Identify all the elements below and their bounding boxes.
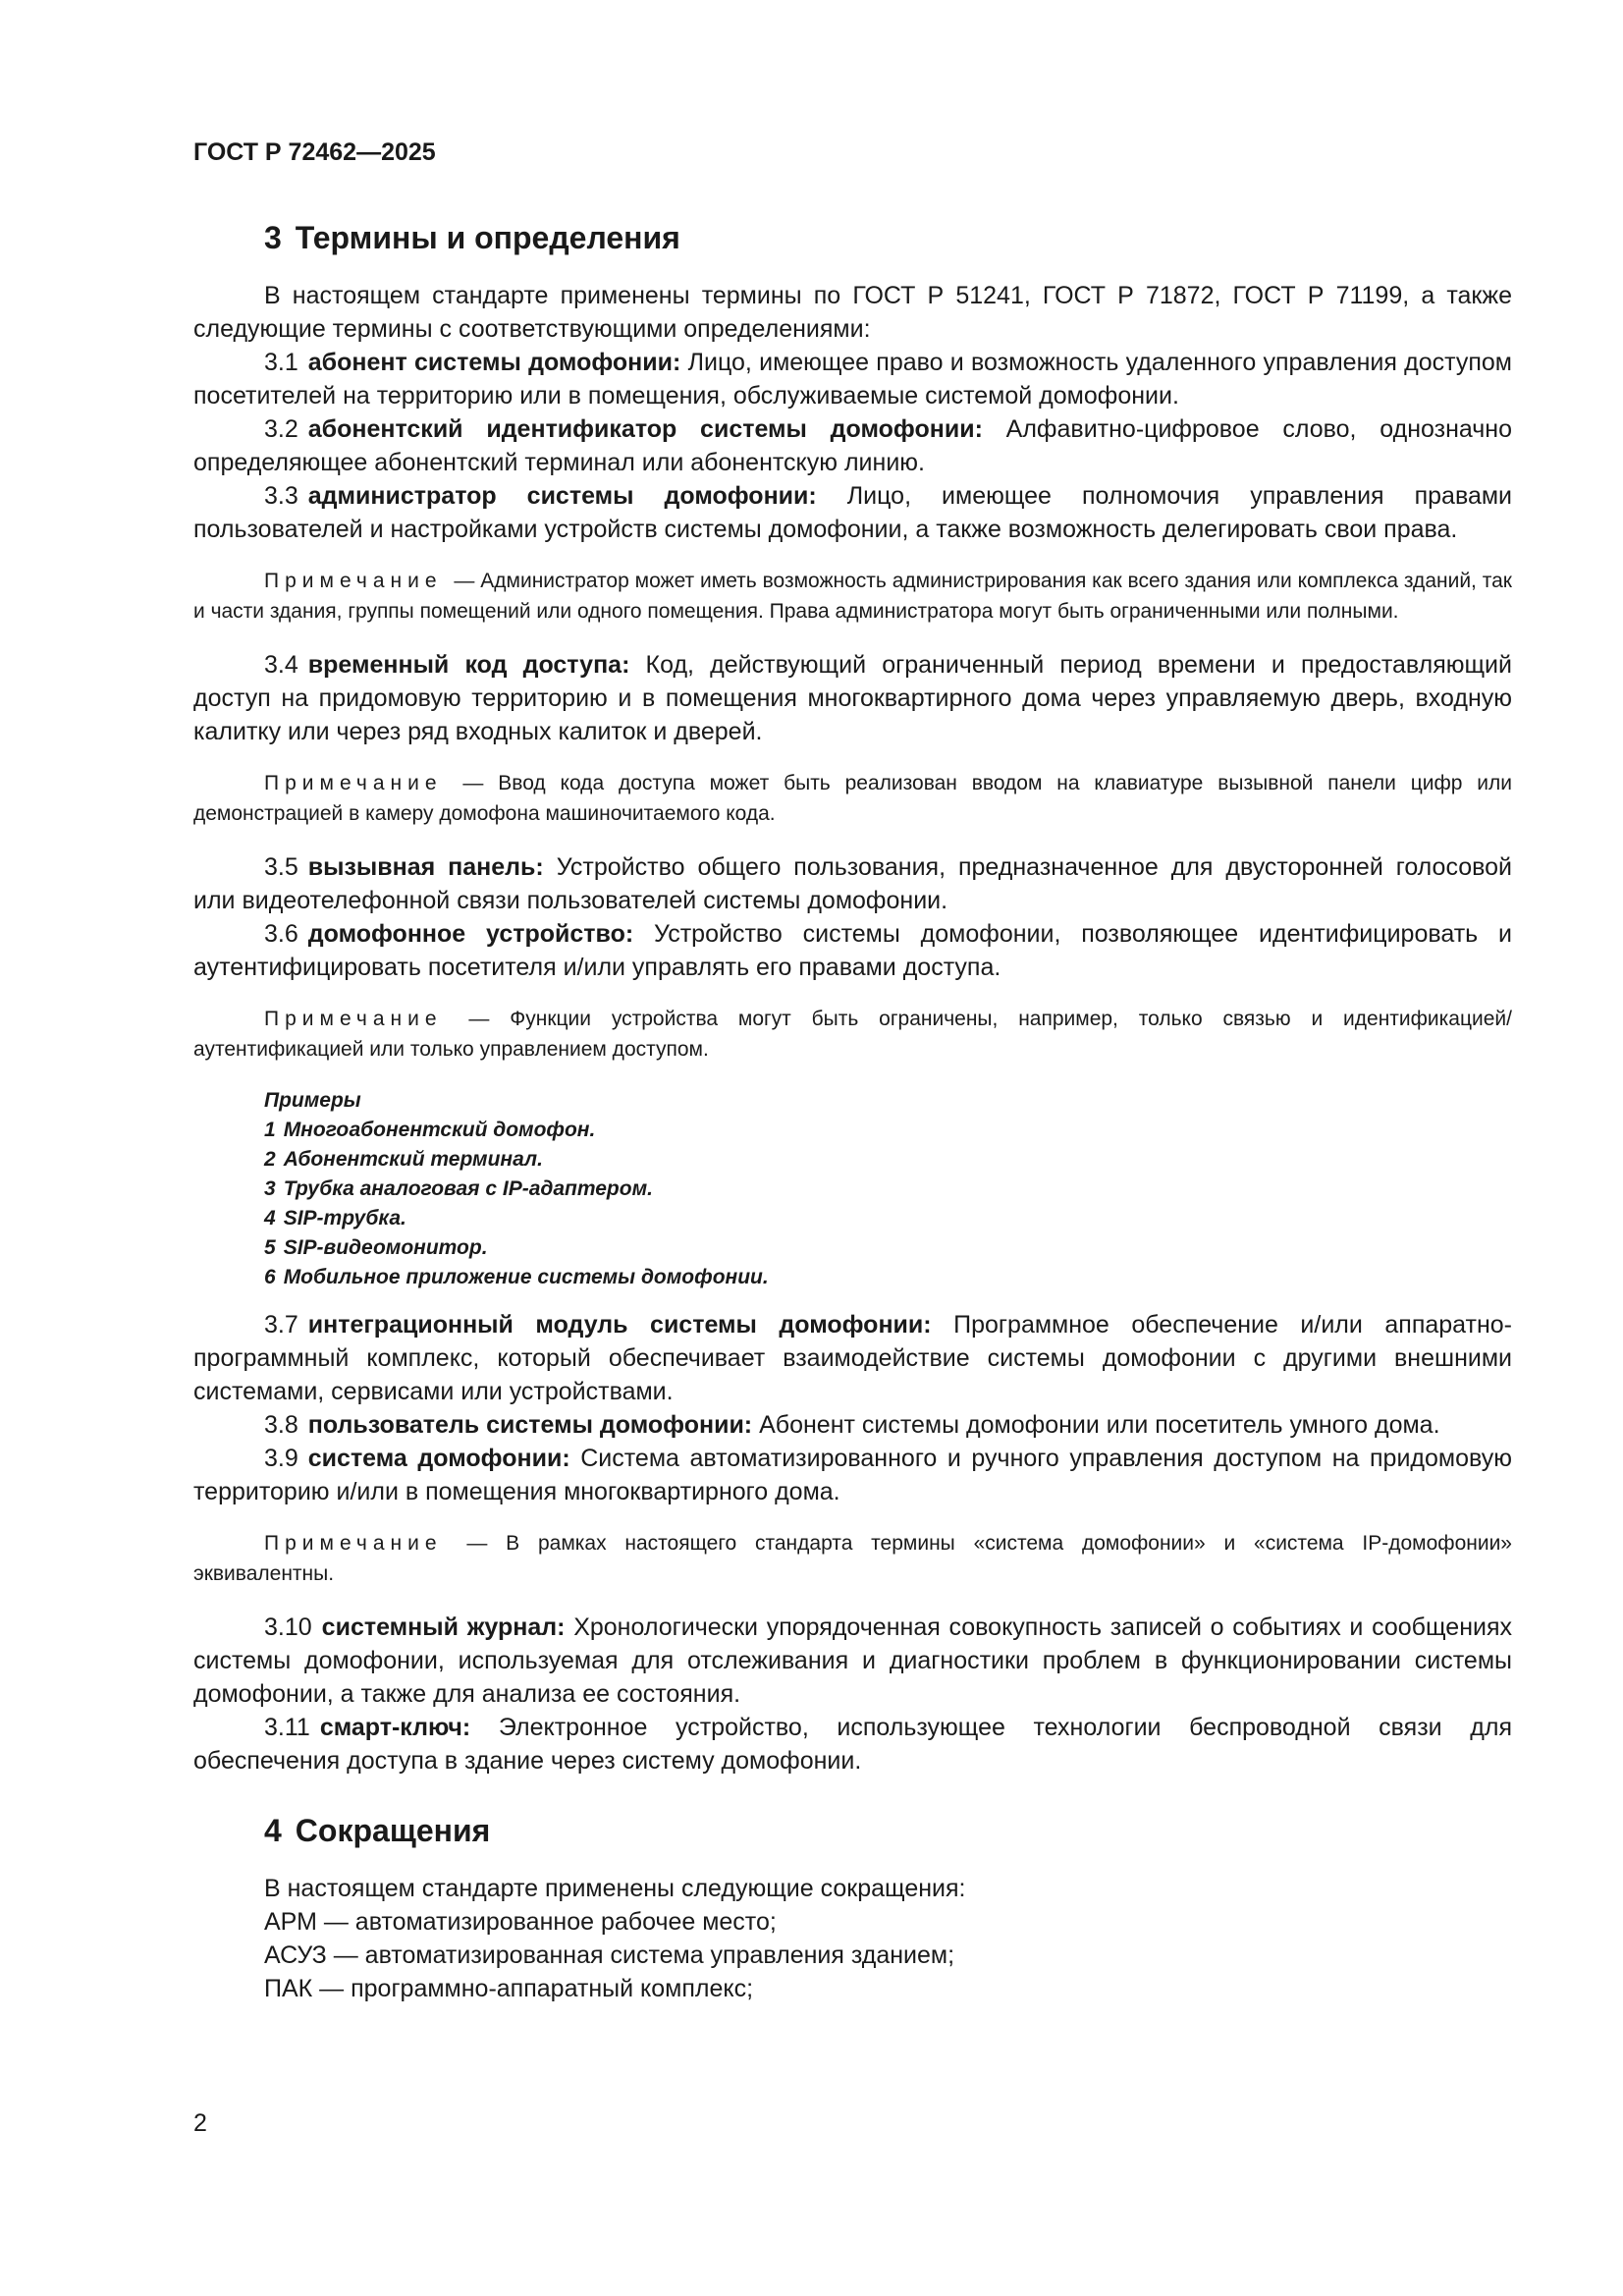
document-header: ГОСТ Р 72462—2025 [193,138,436,166]
section-number: 3 [264,220,282,255]
term-definition: Устройство системы домофонии, позволяющее идентифицировать и аутентифицировать посетителя и/или управлять его правами доступа. [193,920,1512,981]
term-3-11 [193,1711,1512,1777]
term-name: временный код доступа: [307,651,630,679]
term-name: администратор системы домофонии: [307,482,817,510]
term-number: 3.11 [264,1714,310,1741]
examples-block [264,1086,1512,1292]
term-definition: Абонент системы домофонии или посетитель умного дома. [752,1411,1440,1439]
term-3-2 [193,412,1512,479]
note-3-6 [193,1004,1512,1065]
term-name: абонентский идентификатор системы домофонии: [307,415,983,443]
section-4-intro: В настоящем стандарте применены следующие сокращения: [264,1875,966,1902]
term-name: система домофонии: [307,1445,570,1472]
example-item: 2 Абонентский терминал. [264,1148,543,1171]
abbreviation-item: ПАК — программно-аппаратный комплекс; [264,1975,754,2002]
abbreviation-item: АСУЗ — автоматизированная система управления зданием; [264,1941,955,1969]
term-name: смарт-ключ: [319,1714,471,1741]
note-3-9 [193,1528,1512,1589]
term-name: интеграционный модуль системы домофонии: [307,1311,932,1339]
example-item: 1 Многоабонентский домофон. [264,1119,596,1141]
term-3-3 [193,479,1512,546]
term-number: 3.9 [264,1445,298,1472]
document-page [193,137,1512,2005]
term-number: 3.7 [264,1311,298,1339]
note-label: Примечание [264,1008,443,1030]
term-3-8 [193,1408,1512,1442]
term-name: пользователь системы домофонии: [307,1411,753,1439]
term-definition: Лицо, имеющее полномочия управления правами пользователей и настройками устройств системы домофонии, а также возможность делегировать свои права. [193,482,1512,543]
example-item: 6 Мобильное приложение системы домофонии. [264,1266,769,1288]
term-3-1 [193,346,1512,412]
note-text: — Функции устройства могут быть ограничены, например, только связью и идентификацией/аутентификацией или только управлением доступом. [193,1008,1512,1061]
term-definition: Программное обеспечение и/или аппаратно-программный комплекс, который обеспечивает взаимодействие системы домофонии с другими внешними системами, сервисами или устройствами. [193,1311,1513,1405]
section-gap [193,1777,1512,1811]
term-definition: Код, действующий ограниченный период времени и предоставляющий доступ на придомовую территорию и в помещения многоквартирного дома через управляемую дверь, входную калитку или через ряд входных калиток и дверей. [193,651,1512,745]
note-text: — В рамках настоящего стандарта термины «система домофонии» и «система IP-домофонии» эквивалентны. [193,1532,1512,1585]
term-definition: Хронологически упорядоченная совокупность записей о событиях и сообщениях системы домофонии, используемая для отслеживания и диагностики проблем в функционировании системы домофонии, а также для анализа ее состояния. [193,1613,1512,1708]
section-number: 4 [264,1813,282,1848]
term-3-5 [193,850,1512,917]
page-number: 2 [193,2109,207,2137]
example-item: 3 Трубка аналоговая с IP-адаптером. [264,1177,653,1200]
note-3-4 [193,768,1512,829]
term-name: домофонное устройство: [307,920,634,948]
example-item: 5 SIP-видеомонитор. [264,1236,488,1259]
section-3-intro: В настоящем стандарте применены термины по ГОСТ Р 51241, ГОСТ Р 71872, ГОСТ Р 71199, а также следующие термины с соответствующими определениями: [193,282,1512,343]
term-3-4 [193,648,1512,748]
term-number: 3.2 [264,415,298,443]
note-label: Примечание [264,570,443,592]
term-number: 3.8 [264,1411,298,1439]
abbreviation-item: АРМ — автоматизированное рабочее место; [264,1908,777,1936]
term-number: 3.3 [264,482,298,510]
term-number: 3.6 [264,920,298,948]
examples-title: Примеры [264,1089,361,1112]
note-3-3 [193,566,1512,627]
term-definition: Электронное устройство, использующее технологии беспроводной связи для обеспечения доступа в здание через систему домофонии. [193,1714,1512,1775]
section-title-text: Термины и определения [295,220,680,255]
term-number: 3.10 [264,1613,312,1641]
term-number: 3.1 [264,349,298,376]
term-3-6 [193,917,1512,984]
example-item: 4 SIP-трубка. [264,1207,406,1230]
term-definition: Система автоматизированного и ручного управления доступом на придомовую территорию и/или в помещения многоквартирного дома. [193,1445,1512,1505]
term-number: 3.4 [264,651,298,679]
term-3-7 [193,1308,1512,1408]
term-definition: Лицо, имеющее право и возможность удаленного управления доступом посетителей на территорию или в помещения, обслуживаемые системой домофонии. [193,349,1512,410]
term-name: абонент системы домофонии: [307,349,681,376]
term-definition: Устройство общего пользования, предназначенное для двусторонней голосовой или видеотелефонной связи пользователей системы домофонии. [193,853,1512,914]
section-title-text: Сокращения [295,1813,491,1848]
term-number: 3.5 [264,853,298,881]
note-label: Примечание [264,1532,443,1555]
term-3-9 [193,1442,1512,1508]
term-name: системный журнал: [321,1613,566,1641]
note-label: Примечание [264,772,443,794]
section-4-title [264,1811,1512,1850]
term-3-10 [193,1611,1512,1711]
term-name: вызывная панель: [307,853,544,881]
note-text: — Ввод кода доступа может быть реализован вводом на клавиатуре вызывной панели цифр или демонстрацией в камеру домофона машиночитаемого кода. [193,772,1512,825]
note-text: — Администратор может иметь возможность администрирования как всего здания или комплекса зданий, так и части здания, группы помещений или одного помещения. Права администратора могут быть ограниченными или полными. [193,570,1512,623]
section-3-title [264,218,1512,257]
term-definition: Алфавитно-цифровое слово, однозначно определяющее абонентский терминал или абонентскую линию. [193,415,1512,476]
